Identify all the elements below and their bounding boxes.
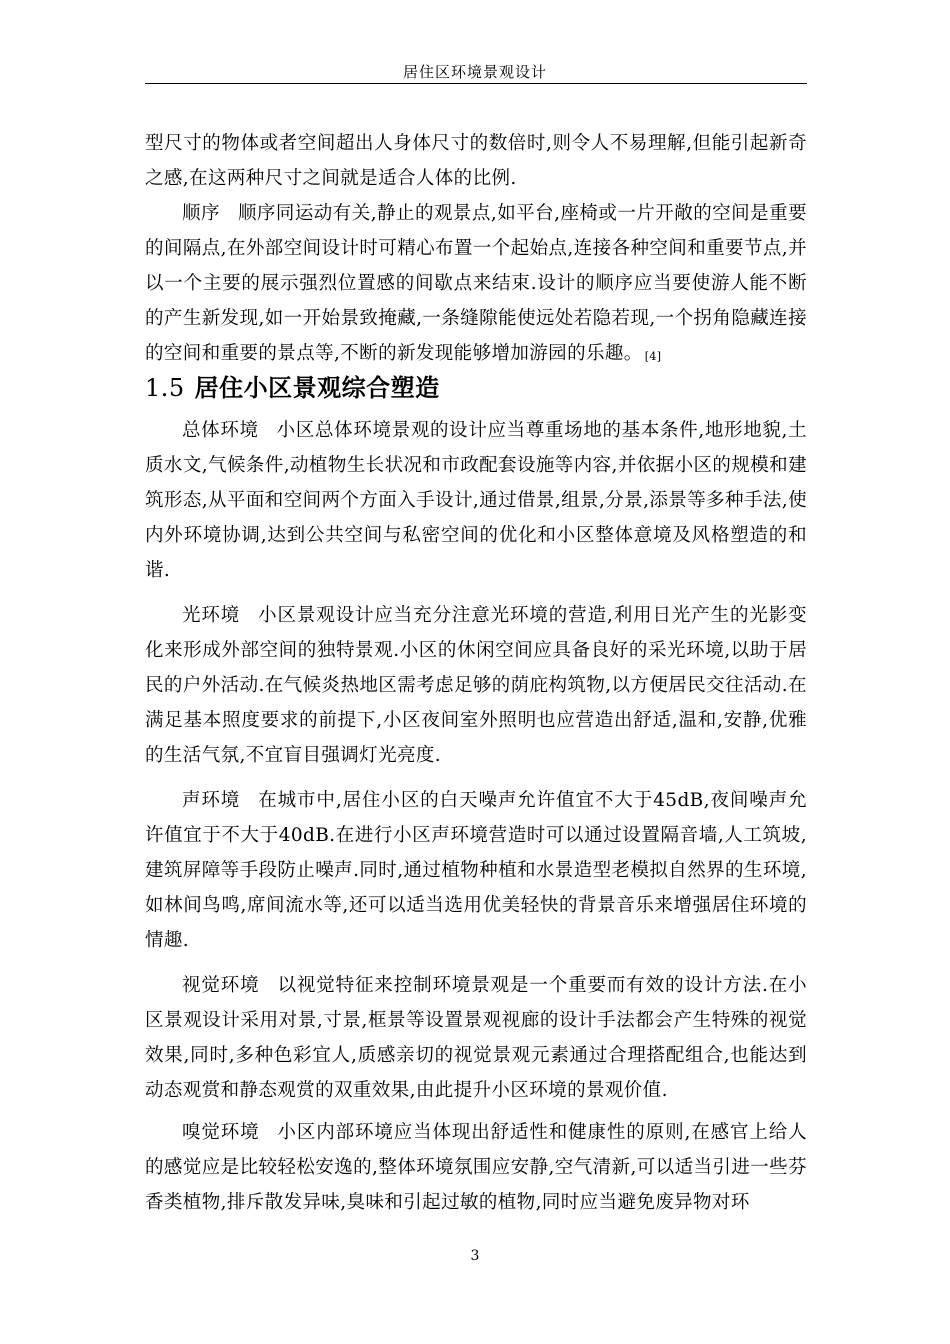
paragraph-term: 总体环境: [182, 420, 259, 441]
section-heading: [145, 373, 440, 403]
paragraph-term: 嗅觉环境: [182, 1122, 260, 1143]
paragraph-text: 小区景观设计应当充分注意光环境的营造,利用日光产生的光影变化来形成外部空间的独特景观.小区的休闲空间应具备良好的采光环境,以助于居民的户外活动.在气候炎热地区需考虑足够的荫庇构筑物,以方便居民交往活动.在满足基本照度要求的前提下,小区夜间室外照明也应营造出舒适,温和,安静,优雅的生活气氛,不宜盲目强调灯光亮度.: [145, 605, 808, 766]
paragraph-continuation: [145, 126, 807, 196]
running-header: 居住区环境景观设计: [402, 63, 547, 81]
paragraph-text: 小区内部环境应当体现出舒适性和健康性的原则,在感官上给人的感觉应是比较轻松安逸的,整体环境氛围应安静,空气清新,可以适当引进一些芬香类植物,排斥散发异味,臭味和引起过敏的植物,同时应当避免废异物对环: [145, 1122, 807, 1213]
paragraph-term: 声环境: [182, 790, 241, 811]
paragraph-text: 小区总体环境景观的设计应当尊重场地的基本条件,地形地貌,土质水文,气候条件,动植物生长状况和市政配套设施等内容,并依据小区的规模和建筑形态,从平面和空间两个方面入手设计,通过借景,组景,分景,添景等多种手法,使内外环境协调,达到公共空间与私密空间的优化和小区整体意境及风格塑造的和谐.: [145, 420, 807, 581]
paragraph-term: 视觉环境: [182, 975, 260, 996]
paragraph-text: 型尺寸的物体或者空间超出人身体尺寸的数倍时,则令人不易理解,但能引起新奇之感,在这两种尺寸之间就是适合人体的比例.: [145, 133, 807, 189]
section-title: 居住小区景观综合塑造: [194, 374, 440, 402]
paragraph-text: 以视觉特征来控制环境景观是一个重要而有效的设计方法.在小区景观设计采用对景,寸景,框景等设置景观视廊的设计手法都会产生特殊的视觉效果,同时,多种色彩宜人,质感亲切的视觉景观元素通过合理搭配组合,也能达到动态观赏和静态观赏的双重效果,由此提升小区环境的景观价值.: [145, 975, 807, 1101]
header-rule: [145, 83, 807, 84]
paragraph-light-environment: [145, 598, 807, 773]
paragraph-overall-environment: [145, 413, 807, 588]
paragraph-visual-environment: [145, 968, 807, 1108]
section-number: 1.5: [145, 374, 185, 402]
citation-marker: [4]: [644, 350, 662, 363]
paragraph-sequence: [145, 196, 807, 371]
page-number: 3: [470, 1248, 480, 1264]
paragraph-sound-environment: [145, 783, 807, 958]
paragraph-term: 光环境: [182, 605, 241, 626]
paragraph-text: 在城市中,居住小区的白天噪声允许值宜不大于45dB,夜间噪声允许值宜于不大于40dB.在进行小区声环境营造时可以通过设置隔音墙,人工筑坡,建筑屏障等手段防止噪声.同时,通过植物种植和水景造型老模拟自然界的生环境,如林间鸟鸣,席间流水等,还可以适当选用优美轻快的背景音乐来增强居住环境的情趣.: [145, 790, 807, 951]
paragraph-text: 顺序同运动有关,静止的观景点,如平台,座椅或一片开敞的空间是重要的间隔点,在外部空间设计时可精心布置一个起始点,连接各种空间和重要节点,并以一个主要的展示强烈位置感的间歇点来结束.设计的顺序应当要使游人能不断的产生新发现,如一开始景致掩藏,一条缝隙能使远处若隐若现,一个拐角隐藏连接的空间和重要的景点等,不断的新发现能够增加游园的乐趣。: [145, 203, 807, 364]
paragraph-term: 顺序: [182, 203, 220, 224]
paragraph-smell-environment: [145, 1115, 807, 1220]
